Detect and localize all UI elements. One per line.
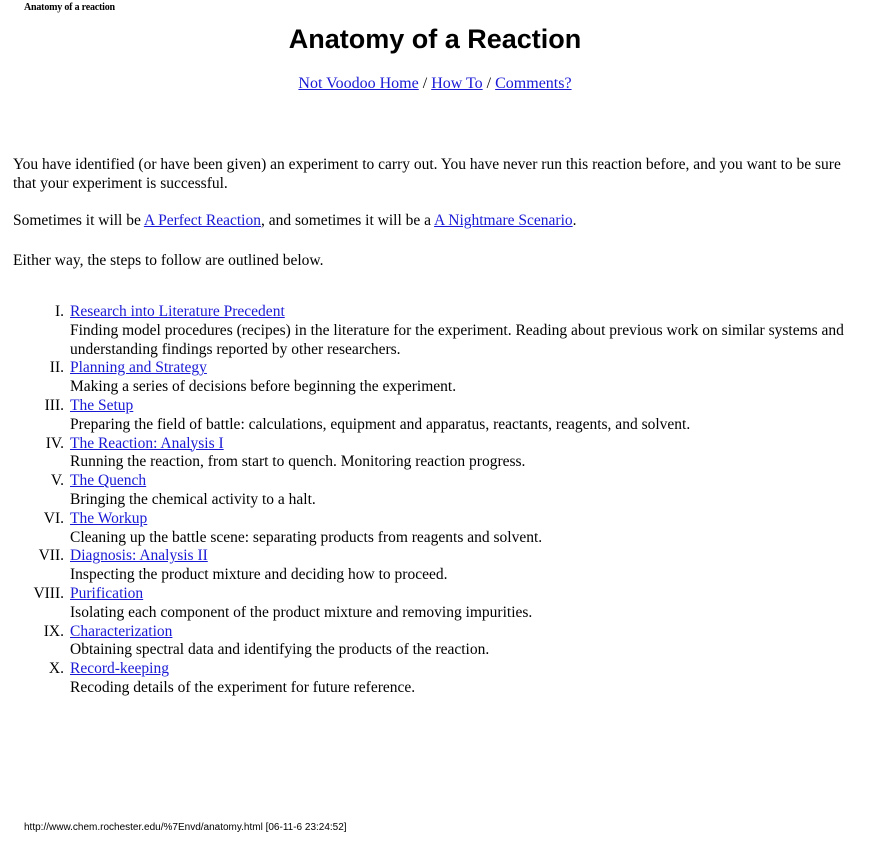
outcome-text: Sometimes it will be xyxy=(13,212,144,229)
step-link[interactable]: The Quench xyxy=(70,472,147,490)
step-description: Bringing the chemical activity to a halt. xyxy=(70,490,316,508)
step-numeral: VIII. xyxy=(33,584,64,602)
step-numeral: IX. xyxy=(43,622,64,640)
step-item xyxy=(0,623,860,661)
nav-links xyxy=(0,75,870,93)
step-numeral: II. xyxy=(49,359,64,377)
step-description: Cleaning up the battle scene: separating products from reagents and solvent. xyxy=(70,528,543,546)
step-link[interactable]: Research into Literature Precedent xyxy=(70,303,285,320)
step-link[interactable]: The Reaction: Analysis I xyxy=(70,434,224,452)
step-link[interactable]: Diagnosis: Analysis II xyxy=(70,547,208,565)
step-numeral: III. xyxy=(44,396,64,414)
step-item xyxy=(0,510,860,548)
step-numeral: V. xyxy=(50,472,64,490)
intro-paragraph: You have identified (or have been given) an experiment to carry out. You have never run this reaction before, and you want to be sure that your experiment is successful. xyxy=(13,156,841,192)
step-item xyxy=(0,435,860,473)
steps-list xyxy=(0,303,860,698)
nav-separator: / xyxy=(418,75,432,92)
outcome-paragraph xyxy=(13,211,843,230)
step-item xyxy=(0,303,860,359)
step-item xyxy=(0,397,860,435)
step-numeral: X. xyxy=(48,660,64,678)
step-description: Finding model procedures (recipes) in the literature for the experiment. Reading about previous work on similar systems and understanding findings reported by other researchers. xyxy=(70,321,844,358)
comments-link[interactable]: Comments? xyxy=(495,75,572,92)
step-description: Recoding details of the experiment for future reference. xyxy=(70,678,416,696)
step-item xyxy=(0,547,860,585)
home-link[interactable]: Not Voodoo Home xyxy=(298,75,419,92)
outcome-text: . xyxy=(572,212,577,229)
step-description: Running the reaction, from start to quench. Monitoring reaction progress. xyxy=(70,453,526,471)
step-numeral: VI. xyxy=(43,509,64,527)
step-numeral: IV. xyxy=(45,434,64,452)
steps-intro: Either way, the steps to follow are outlined below. xyxy=(13,252,324,269)
page-header: Anatomy of a reaction xyxy=(24,2,115,13)
step-item xyxy=(0,585,860,623)
step-description: Isolating each component of the product mixture and removing impurities. xyxy=(70,603,533,621)
step-description: Making a series of decisions before beginning the experiment. xyxy=(70,378,457,396)
step-link[interactable]: Purification xyxy=(70,584,144,602)
perfect-reaction-link[interactable]: A Perfect Reaction xyxy=(143,212,261,229)
step-item xyxy=(0,660,860,698)
step-link[interactable]: Planning and Strategy xyxy=(70,359,207,377)
step-link[interactable]: Record-keeping xyxy=(70,660,169,678)
page-title: Anatomy of a Reaction xyxy=(288,24,582,54)
step-description: Obtaining spectral data and identifying the products of the reaction. xyxy=(70,641,490,659)
step-description: Preparing the field of battle: calculations, equipment and apparatus, reactants, reagents, and solvent. xyxy=(70,415,691,433)
outcome-text: , and sometimes it will be a xyxy=(260,212,435,229)
step-link[interactable]: The Workup xyxy=(70,509,148,527)
how-to-link[interactable]: How To xyxy=(431,75,483,92)
nightmare-scenario-link[interactable]: A Nightmare Scenario xyxy=(434,212,573,229)
step-numeral: I. xyxy=(54,303,64,320)
step-numeral: VII. xyxy=(38,547,64,565)
step-item xyxy=(0,472,860,510)
step-item xyxy=(0,359,860,397)
nav-separator: / xyxy=(482,75,496,92)
step-description: Inspecting the product mixture and deciding how to proceed. xyxy=(70,566,448,584)
page-footer-url: http://www.chem.rochester.edu/%7Envd/anatomy.html [06-11-6 23:24:52] xyxy=(24,822,347,833)
step-link[interactable]: The Setup xyxy=(70,396,134,414)
step-link[interactable]: Characterization xyxy=(70,622,173,640)
